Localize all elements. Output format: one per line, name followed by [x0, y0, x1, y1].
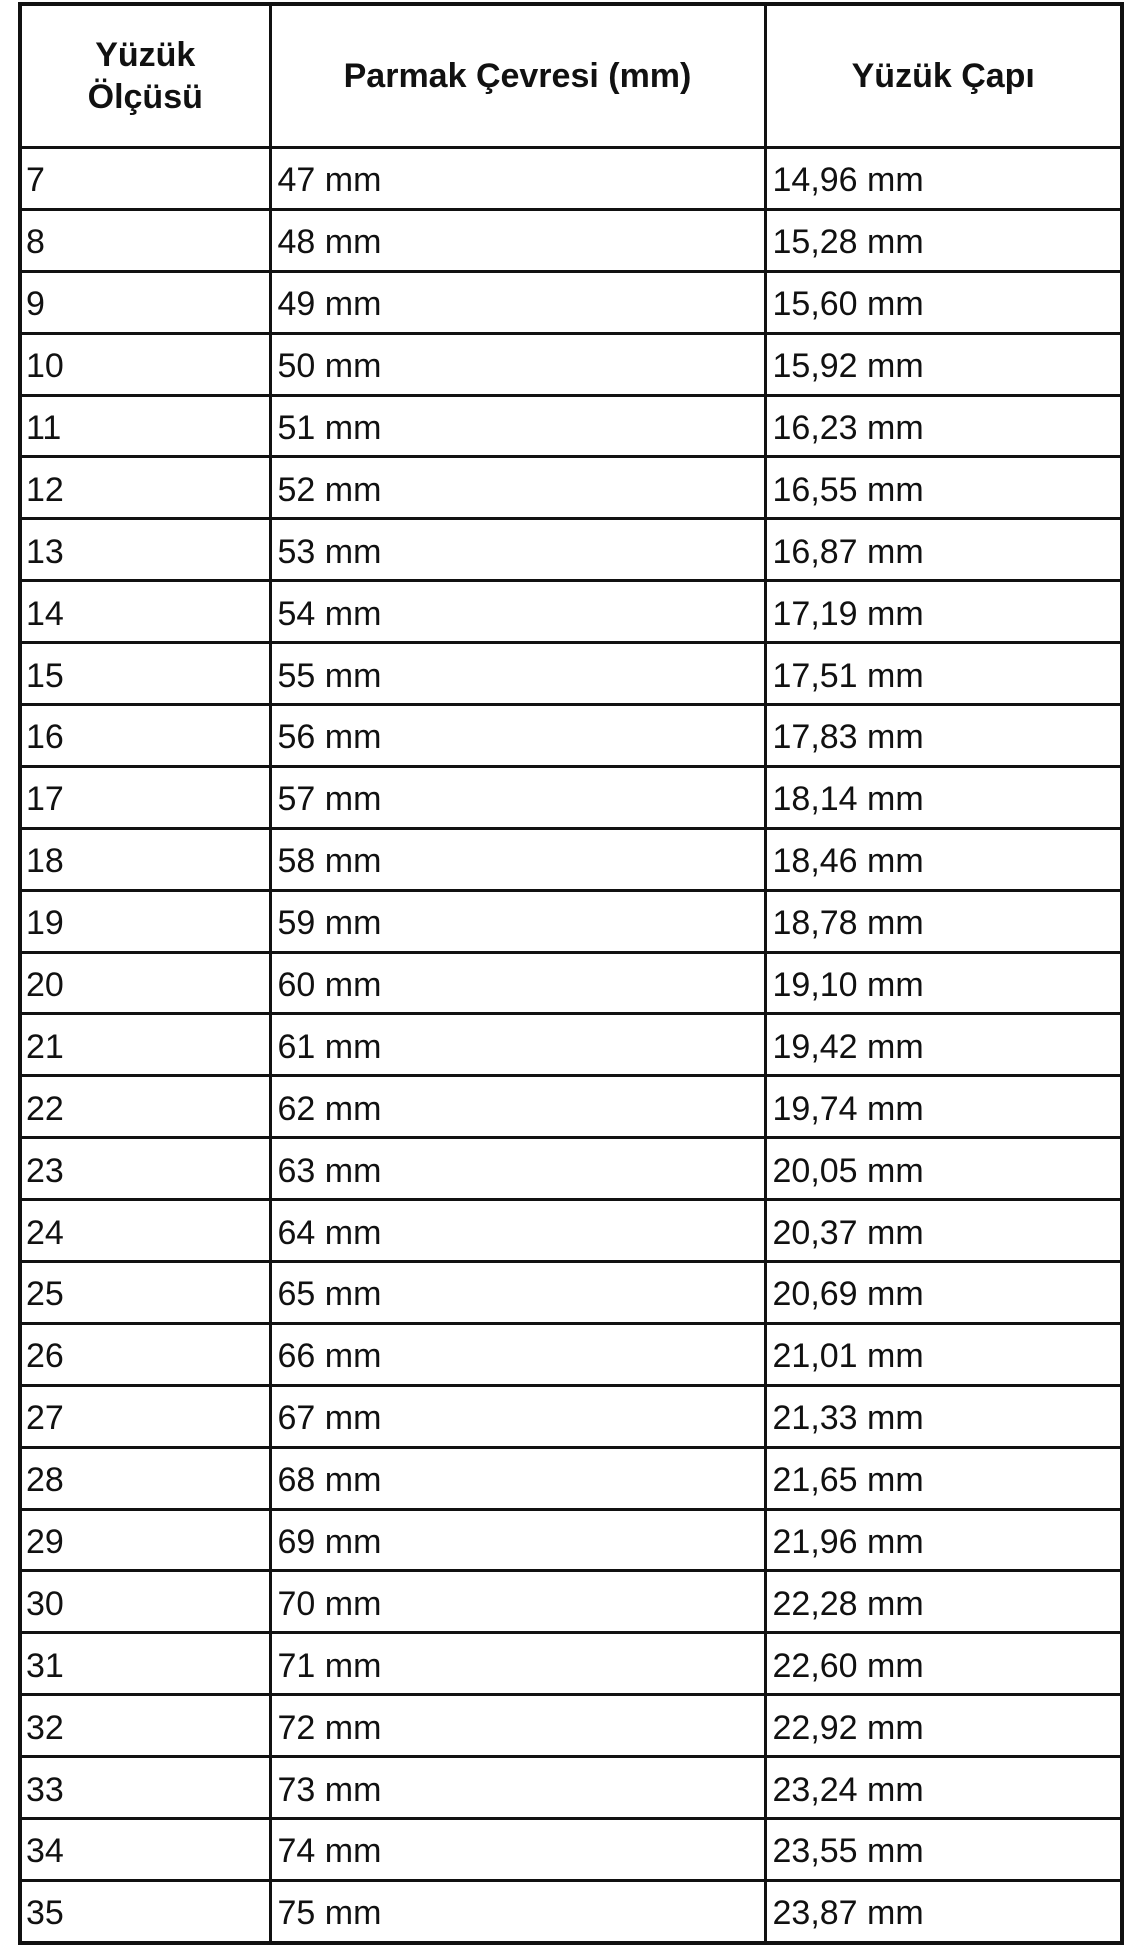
ring-size-cell: 27: [20, 1385, 270, 1447]
table-row: [20, 1323, 1122, 1385]
table-row: [20, 457, 1122, 519]
ring-size-cell: 31: [20, 1633, 270, 1695]
ring-size-cell: 14: [20, 581, 270, 643]
circumference-cell: 49 mm: [270, 271, 765, 333]
circumference-cell: 56 mm: [270, 705, 765, 767]
circumference-cell: 57 mm: [270, 766, 765, 828]
diameter-cell: 17,19 mm: [765, 581, 1122, 643]
diameter-cell: 15,60 mm: [765, 271, 1122, 333]
table-row: [20, 1819, 1122, 1881]
diameter-cell: 16,55 mm: [765, 457, 1122, 519]
circumference-cell: 63 mm: [270, 1138, 765, 1200]
diameter-cell: 20,69 mm: [765, 1262, 1122, 1324]
table-body: [20, 148, 1122, 1943]
circumference-cell: 74 mm: [270, 1819, 765, 1881]
circumference-cell: 59 mm: [270, 890, 765, 952]
ring-size-cell: 11: [20, 395, 270, 457]
table-row: [20, 1076, 1122, 1138]
header-ring-diameter: Yüzük Çapı: [765, 4, 1122, 148]
table-row: [20, 890, 1122, 952]
diameter-cell: 21,33 mm: [765, 1385, 1122, 1447]
table-row: [20, 1880, 1122, 1942]
circumference-cell: 75 mm: [270, 1880, 765, 1942]
table-row: [20, 952, 1122, 1014]
diameter-cell: 22,28 mm: [765, 1571, 1122, 1633]
table-row: [20, 1633, 1122, 1695]
diameter-cell: 19,42 mm: [765, 1014, 1122, 1076]
ring-size-cell: 30: [20, 1571, 270, 1633]
table-row: [20, 1200, 1122, 1262]
circumference-cell: 68 mm: [270, 1447, 765, 1509]
ring-size-cell: 29: [20, 1509, 270, 1571]
circumference-cell: 65 mm: [270, 1262, 765, 1324]
ring-size-cell: 20: [20, 952, 270, 1014]
circumference-cell: 69 mm: [270, 1509, 765, 1571]
circumference-cell: 71 mm: [270, 1633, 765, 1695]
table-row: [20, 1385, 1122, 1447]
circumference-cell: 58 mm: [270, 828, 765, 890]
table-row: [20, 581, 1122, 643]
diameter-cell: 22,92 mm: [765, 1695, 1122, 1757]
diameter-cell: 19,74 mm: [765, 1076, 1122, 1138]
circumference-cell: 54 mm: [270, 581, 765, 643]
diameter-cell: 22,60 mm: [765, 1633, 1122, 1695]
diameter-cell: 23,87 mm: [765, 1880, 1122, 1942]
diameter-cell: 16,87 mm: [765, 519, 1122, 581]
circumference-cell: 61 mm: [270, 1014, 765, 1076]
table-header: [20, 4, 1122, 148]
ring-size-table: [18, 2, 1124, 1945]
circumference-cell: 64 mm: [270, 1200, 765, 1262]
circumference-cell: 47 mm: [270, 148, 765, 210]
ring-size-cell: 12: [20, 457, 270, 519]
ring-size-cell: 17: [20, 766, 270, 828]
diameter-cell: 20,37 mm: [765, 1200, 1122, 1262]
ring-size-cell: 21: [20, 1014, 270, 1076]
diameter-cell: 15,92 mm: [765, 333, 1122, 395]
table-row: [20, 828, 1122, 890]
circumference-cell: 62 mm: [270, 1076, 765, 1138]
table-row: [20, 519, 1122, 581]
table-row: [20, 705, 1122, 767]
circumference-cell: 50 mm: [270, 333, 765, 395]
ring-size-cell: 15: [20, 643, 270, 705]
diameter-cell: 14,96 mm: [765, 148, 1122, 210]
diameter-cell: 23,24 mm: [765, 1757, 1122, 1819]
diameter-cell: 18,14 mm: [765, 766, 1122, 828]
circumference-cell: 53 mm: [270, 519, 765, 581]
diameter-cell: 16,23 mm: [765, 395, 1122, 457]
ring-size-cell: 22: [20, 1076, 270, 1138]
table-row: [20, 1509, 1122, 1571]
table-row: [20, 1014, 1122, 1076]
ring-size-cell: 26: [20, 1323, 270, 1385]
table-row: [20, 1262, 1122, 1324]
circumference-cell: 73 mm: [270, 1757, 765, 1819]
ring-size-cell: 16: [20, 705, 270, 767]
ring-size-cell: 10: [20, 333, 270, 395]
table-row: [20, 333, 1122, 395]
ring-size-cell: 8: [20, 209, 270, 271]
diameter-cell: 15,28 mm: [765, 209, 1122, 271]
ring-size-cell: 23: [20, 1138, 270, 1200]
circumference-cell: 52 mm: [270, 457, 765, 519]
circumference-cell: 70 mm: [270, 1571, 765, 1633]
circumference-cell: 72 mm: [270, 1695, 765, 1757]
table-row: [20, 1138, 1122, 1200]
ring-size-cell: 18: [20, 828, 270, 890]
table-row: [20, 395, 1122, 457]
circumference-cell: 67 mm: [270, 1385, 765, 1447]
circumference-cell: 48 mm: [270, 209, 765, 271]
table-row: [20, 766, 1122, 828]
diameter-cell: 17,51 mm: [765, 643, 1122, 705]
table-row: [20, 148, 1122, 210]
table-row: [20, 1695, 1122, 1757]
circumference-cell: 55 mm: [270, 643, 765, 705]
circumference-cell: 66 mm: [270, 1323, 765, 1385]
table-row: [20, 1447, 1122, 1509]
ring-size-cell: 13: [20, 519, 270, 581]
ring-size-cell: 33: [20, 1757, 270, 1819]
diameter-cell: 17,83 mm: [765, 705, 1122, 767]
ring-size-cell: 24: [20, 1200, 270, 1262]
ring-size-table-container: [18, 2, 1120, 1945]
diameter-cell: 20,05 mm: [765, 1138, 1122, 1200]
ring-size-cell: 19: [20, 890, 270, 952]
circumference-cell: 51 mm: [270, 395, 765, 457]
ring-size-cell: 25: [20, 1262, 270, 1324]
diameter-cell: 18,78 mm: [765, 890, 1122, 952]
ring-size-cell: 34: [20, 1819, 270, 1881]
table-row: [20, 643, 1122, 705]
diameter-cell: 19,10 mm: [765, 952, 1122, 1014]
table-row: [20, 209, 1122, 271]
ring-size-cell: 35: [20, 1880, 270, 1942]
header-finger-circumference: Parmak Çevresi (mm): [270, 4, 765, 148]
table-row: [20, 1757, 1122, 1819]
diameter-cell: 18,46 mm: [765, 828, 1122, 890]
header-row: [20, 4, 1122, 148]
header-ring-size: Yüzük Ölçüsü: [20, 4, 270, 148]
table-row: [20, 1571, 1122, 1633]
ring-size-cell: 9: [20, 271, 270, 333]
diameter-cell: 21,65 mm: [765, 1447, 1122, 1509]
table-row: [20, 271, 1122, 333]
circumference-cell: 60 mm: [270, 952, 765, 1014]
diameter-cell: 23,55 mm: [765, 1819, 1122, 1881]
ring-size-cell: 7: [20, 148, 270, 210]
diameter-cell: 21,01 mm: [765, 1323, 1122, 1385]
diameter-cell: 21,96 mm: [765, 1509, 1122, 1571]
ring-size-cell: 28: [20, 1447, 270, 1509]
ring-size-cell: 32: [20, 1695, 270, 1757]
